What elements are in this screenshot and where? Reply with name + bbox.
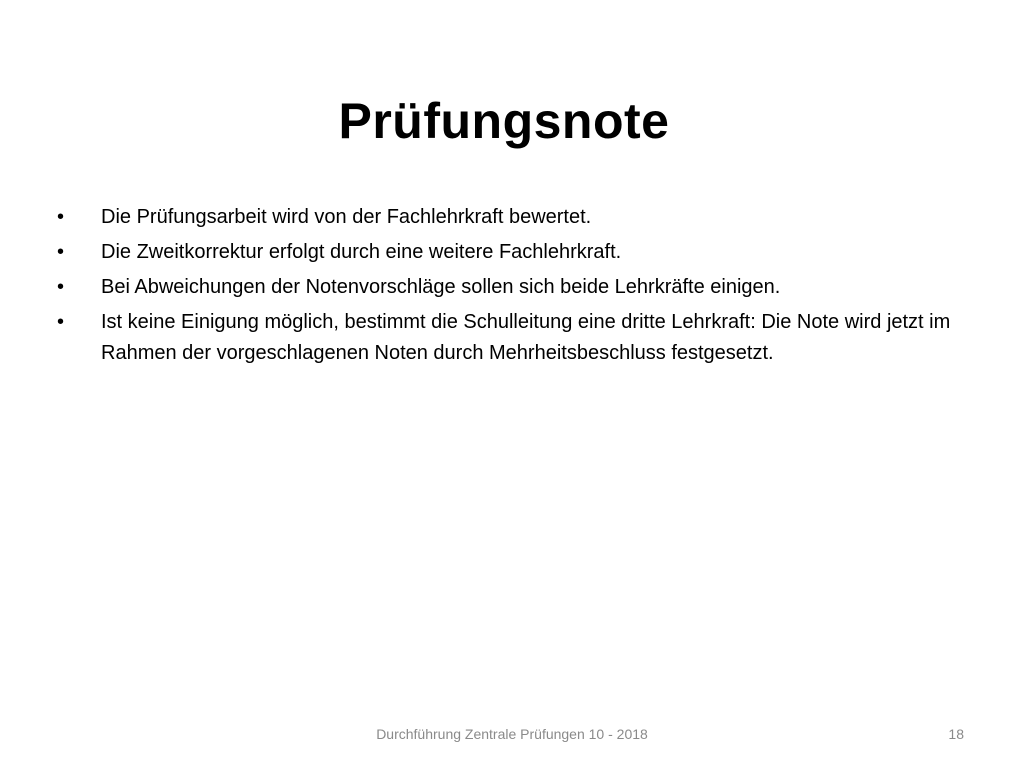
bullet-text: Bei Abweichungen der Notenvorschläge sollen sich beide Lehrkräfte einigen. <box>101 276 781 298</box>
footer-text: Durchführung Zentrale Prüfungen 10 - 2018 <box>376 726 648 742</box>
bullet-item <box>57 272 987 303</box>
bullet-icon: • <box>57 311 65 333</box>
bullet-text: Die Zweitkorrektur erfolgt durch eine weitere Fachlehrkraft. <box>101 241 622 263</box>
slide-title: Prüfungsnote <box>338 93 670 149</box>
bullet-item <box>57 202 987 233</box>
bullet-icon: • <box>57 206 65 228</box>
bullet-icon: • <box>57 276 65 298</box>
bullet-icon: • <box>57 241 65 263</box>
bullet-list <box>57 202 987 373</box>
bullet-item <box>57 307 987 369</box>
bullet-item <box>57 237 987 268</box>
bullet-text: Ist keine Einigung möglich, bestimmt die Schulleitung eine dritte Lehrkraft: Die Note wird jetzt im Rahmen der vorgeschlagenen Noten durch Mehrheitsbeschluss festgesetzt. <box>101 311 951 364</box>
page-number: 18 <box>948 726 964 742</box>
bullet-text: Die Prüfungsarbeit wird von der Fachlehrkraft bewertet. <box>101 206 592 228</box>
